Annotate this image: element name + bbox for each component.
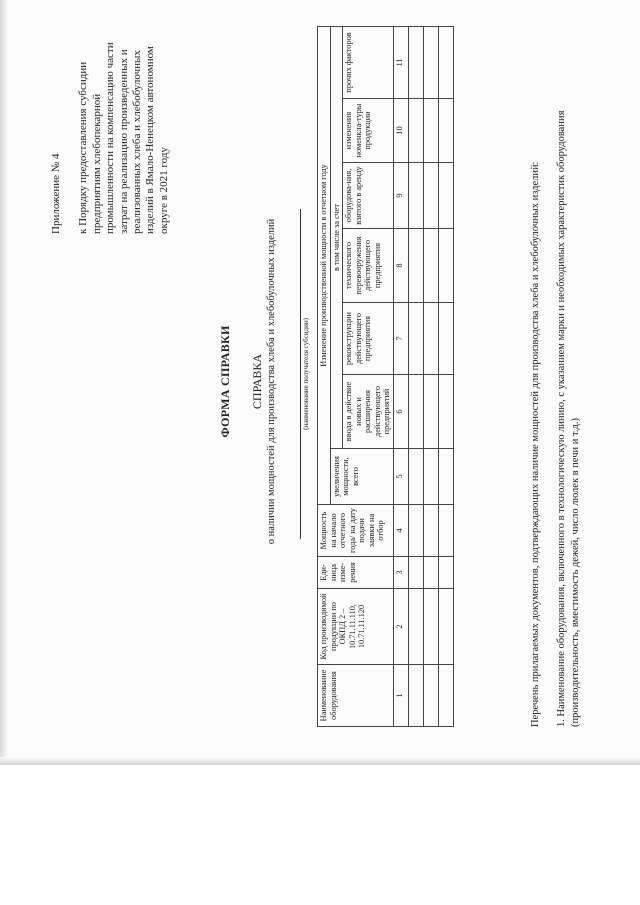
table-cell [408, 99, 423, 163]
table-cell [423, 303, 438, 375]
scan-edge-bottom [0, 757, 640, 765]
header-nomenclature-change: изменения номенкла-туры продукции [343, 99, 394, 163]
header-reconstruction: реконструкции действующего предприятия [343, 303, 394, 375]
header-capacity: Мощность на начало отчетного года/ на дату подачи заявки на отбор [318, 505, 394, 557]
table-cell [423, 375, 438, 449]
annex-number: Приложение № 4 [50, 153, 62, 234]
table-cell [438, 229, 453, 303]
table-cell [423, 557, 438, 589]
table-cell [423, 449, 438, 505]
column-number: 6 [393, 375, 408, 449]
rotated-page [40, 14, 600, 749]
annex-text: к Порядку предоставления субсидии предприятиям хлебопекарной промышленности на компенсацию части затрат на реализацию произведенных и реализованных хлеба и хлебобулочных изделий в Ямало-Ненецком автономном округе в 2021 году [77, 42, 170, 234]
table-cell [408, 229, 423, 303]
header-leased-equipment: оборудова-ния, взятого в аренду [343, 163, 394, 229]
table-cell [408, 665, 423, 727]
document-subtitle: о наличии мощностей для производства хлеба и хлебобулочных изделий [266, 218, 277, 545]
recipient-line [300, 209, 301, 539]
column-number: 9 [393, 163, 408, 229]
form-title: ФОРМА СПРАВКИ [218, 325, 232, 438]
header-including: в том числе за счет [330, 26, 343, 448]
capacity-table [317, 26, 454, 727]
column-number: 10 [393, 99, 408, 163]
table-cell [438, 589, 453, 665]
table-cell [438, 449, 453, 505]
header-product-code: Код производимой продукции по ОКПД 2 – 10.71.11.110, 10.71.11.120 [318, 589, 394, 665]
table-row [438, 26, 453, 726]
header-other-factors: прочих факторов [343, 26, 394, 98]
recipient-caption: (наименование получателя субсидии) [302, 318, 310, 430]
scan-edge-left [0, 0, 8, 765]
table-cell [438, 26, 453, 98]
column-number: 7 [393, 303, 408, 375]
table-cell [423, 589, 438, 665]
header-increase-total: увеличения мощности, всего [330, 449, 393, 505]
table-cell [408, 449, 423, 505]
table-cell [408, 375, 423, 449]
annex-block [50, 19, 171, 234]
table-cell [423, 229, 438, 303]
table-cell [408, 26, 423, 98]
table-cell [408, 557, 423, 589]
table-cell [408, 303, 423, 375]
column-number-row [393, 26, 408, 726]
table-cell [408, 589, 423, 665]
header-capacity-change: Изменение производственной мощности в отчетном году [318, 26, 331, 504]
documents-heading: Перечень прилагаемых документов, подтверждающих наличие мощностей для производства хлеба и хлебобулочных изделий: [530, 161, 541, 727]
header-unit: Еди-ница изме-рения [318, 557, 394, 589]
table-cell [438, 505, 453, 557]
table-cell [423, 665, 438, 727]
column-number: 5 [393, 449, 408, 505]
table-cell [438, 665, 453, 727]
table-cell [423, 26, 438, 98]
table-cell [423, 163, 438, 229]
table-row [408, 26, 423, 726]
table-row [423, 26, 438, 726]
column-number: 11 [393, 26, 408, 98]
table-cell [423, 99, 438, 163]
header-re-equipment: технического перевооружения действующего предприятия [343, 229, 394, 303]
table-cell [438, 99, 453, 163]
table-cell [438, 163, 453, 229]
table-cell [438, 557, 453, 589]
column-number: 1 [393, 665, 408, 727]
table-cell [438, 375, 453, 449]
column-number: 3 [393, 557, 408, 589]
header-new-facilities: ввода в действие новых и расширения действующего предприятий [343, 375, 394, 449]
table-cell [408, 505, 423, 557]
column-number: 8 [393, 229, 408, 303]
document-title: СПРАВКА [250, 353, 264, 410]
table-cell [438, 303, 453, 375]
table-cell [423, 505, 438, 557]
documents-item-1: 1. Наименование оборудования, включенного в технологическую линию, с указанием марки и необходимых характеристик оборудования (производительность, вместимость дежей, число люлек в печи и т.д.) [556, 110, 581, 727]
column-number: 4 [393, 505, 408, 557]
header-equipment: Наименование оборудования [318, 665, 394, 727]
table-cell [408, 163, 423, 229]
column-number: 2 [393, 589, 408, 665]
